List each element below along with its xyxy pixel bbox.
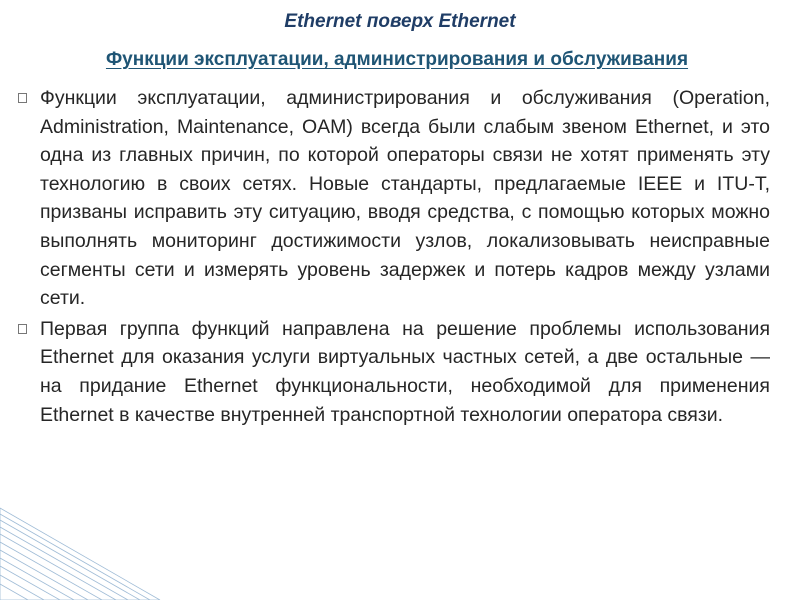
- bullet-square-icon: [18, 324, 27, 334]
- bullet-list: [18, 84, 770, 431]
- slide-title: Ethernet поверх Ethernet: [284, 11, 516, 32]
- bullet-item: [18, 84, 770, 313]
- bullet-item: [18, 315, 770, 429]
- section-heading: Функции эксплуатации, администрирования и обслуживания: [105, 49, 689, 70]
- bullet-text: Функции эксплуатации, администрирования и обслуживания (Operation, Administration, Maintenance, OAM) всегда были слабым звеном Ethernet, и это одна из главных причин, по которой операторы связи не хотят применять эту технологию в своих сетях. Новые стандарты, предлагаемые IEEE и ITU-T, призваны исправить эту ситуацию, вводя средства, с помощью которых можно выполнять мониторинг достижимости узлов, локализовывать неисправные сегменты сети и измерять уровень задержек и потерь кадров между узлами сети.: [40, 87, 770, 310]
- bullet-text: Первая группа функций направлена на решение проблемы использования Ethernet для оказания услуги виртуальных частных сетей, а две остальные — на придание Ethernet функциональности, необходимой для применения Ethernet в качестве внутренней транспортной технологии оператора связи.: [40, 317, 770, 426]
- bullet-square-icon: [18, 93, 27, 103]
